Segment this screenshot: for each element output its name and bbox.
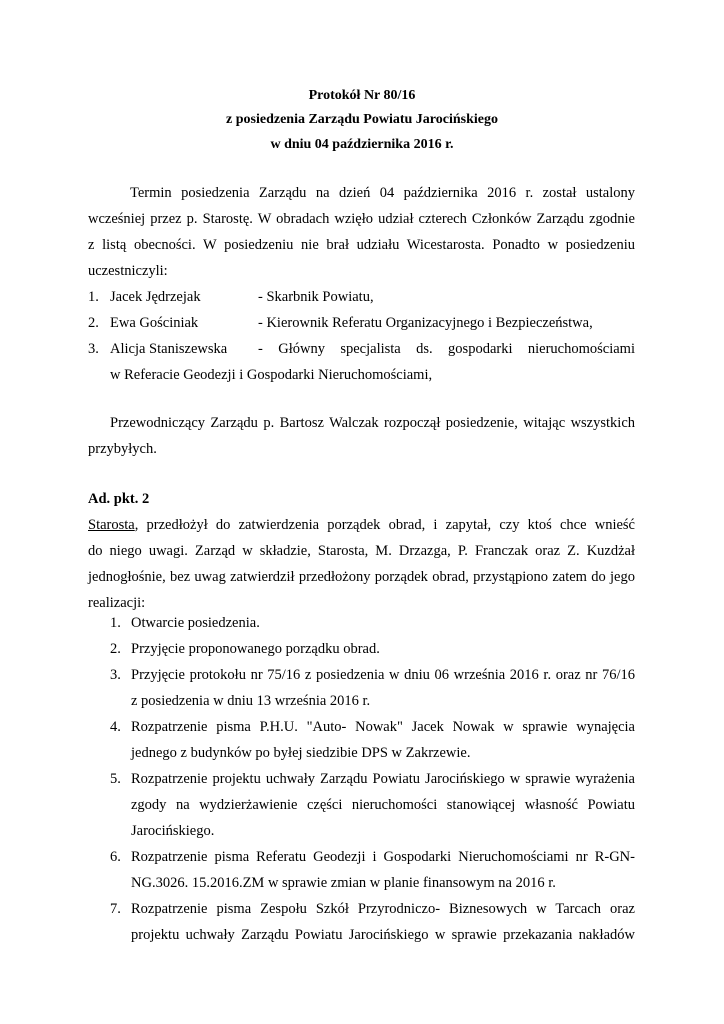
participant-role-continued: w Referacie Geodezji i Gospodarki Nieruchomościami, [110, 367, 433, 383]
agenda-item: Rozpatrzenie pisma Referatu Geodezji i Gospodarki Nieruchomościami nr R-GN- [131, 849, 635, 865]
agenda-number: 1. [110, 615, 121, 631]
agenda-item: Przyjęcie proponowanego porządku obrad. [131, 641, 380, 657]
participant-name: Ewa Gościniak [110, 315, 199, 331]
agenda-number: 3. [110, 667, 121, 683]
intro-line-4: uczestniczyli: [88, 263, 168, 279]
agenda-item: Rozpatrzenie projektu uchwały Zarządu Powiatu Jarocińskiego w sprawie wyrażenia [131, 771, 635, 787]
section-line-3: jednogłośnie, bez uwag zatwierdził przedłożony porządek obrad, przystąpiono zatem do jego [88, 569, 635, 585]
intro-line-3: z listą obecności. W posiedzeniu nie brał udziału Wicestarosta. Ponadto w posiedzeniu [88, 237, 635, 253]
intro-line-1: Termin posiedzenia Zarządu na dzień 04 października 2016 r. został ustalony [130, 185, 635, 201]
participant-role: - Główny specjalista ds. gospodarki nieruchomościami [258, 341, 635, 357]
protocol-title: Protokół Nr 80/16 [308, 88, 416, 103]
agenda-item: Przyjęcie protokołu nr 75/16 z posiedzenia w dniu 06 września 2016 r. oraz nr 76/16 [131, 667, 635, 683]
protocol-date: w dniu 04 października 2016 r. [270, 137, 454, 152]
section-heading: Ad. pkt. 2 [88, 491, 150, 507]
agenda-number: 6. [110, 849, 121, 865]
participant-number: 1. [88, 289, 99, 305]
section-line-2: do niego uwagi. Zarząd w składzie, Starosta, M. Drzazga, P. Franczak oraz Z. Kuzdżał [88, 543, 635, 559]
agenda-item-continued: z posiedzenia w dniu 13 września 2016 r. [131, 693, 371, 709]
agenda-item: Rozpatrzenie pisma Zespołu Szkół Przyrodniczo- Biznesowych w Tarcach oraz [131, 901, 635, 917]
section-line-1-rest: , przedłożył do zatwierdzenia porządek obrad, i zapytał, czy ktoś chce wnieść [134, 517, 635, 533]
intro-line-2: wcześniej przez p. Starostę. W obradach wzięło udział czterech Członków Zarządu zgodnie [88, 211, 635, 227]
opening-line-2: przybyłych. [88, 441, 157, 457]
opening-line-1: Przewodniczący Zarządu p. Bartosz Walczak rozpoczął posiedzenie, witając wszystkich [110, 415, 635, 431]
participant-role: - Skarbnik Powiatu, [258, 289, 374, 305]
participant-number: 3. [88, 341, 99, 357]
participant-name: Jacek Jędrzejak [110, 289, 201, 305]
participant-role: - Kierownik Referatu Organizacyjnego i Bezpieczeństwa, [258, 315, 593, 331]
section-line-1 [88, 517, 635, 533]
participant-name: Alicja Staniszewska [110, 341, 228, 357]
agenda-item-continued: zgody na wydzierżawienie części nieruchomości stanowiącej własność Powiatu [131, 797, 635, 813]
agenda-item-continued: NG.3026. 15.2016.ZM w sprawie zmian w planie finansowym na 2016 r. [131, 875, 556, 891]
participant-number: 2. [88, 315, 99, 331]
agenda-item-continued: Jarocińskiego. [131, 823, 215, 839]
agenda-number: 4. [110, 719, 121, 735]
agenda-number: 2. [110, 641, 121, 657]
agenda-item: Rozpatrzenie pisma P.H.U. "Auto- Nowak" Jacek Nowak w sprawie wynajęcia [131, 719, 635, 735]
section-line-4: realizacji: [88, 595, 146, 611]
starosta-underlined: Starosta [88, 517, 135, 533]
agenda-number: 5. [110, 771, 121, 787]
agenda-item-continued: jednego z budynków po byłej siedzibie DPS w Zakrzewie. [131, 745, 471, 761]
protocol-subtitle: z posiedzenia Zarządu Powiatu Jarocińskiego [226, 112, 498, 127]
agenda-item: Otwarcie posiedzenia. [131, 615, 260, 631]
agenda-item-continued: projektu uchwały Zarządu Powiatu Jarocińskiego w sprawie przekazania nakładów [131, 927, 635, 943]
agenda-number: 7. [110, 901, 121, 917]
